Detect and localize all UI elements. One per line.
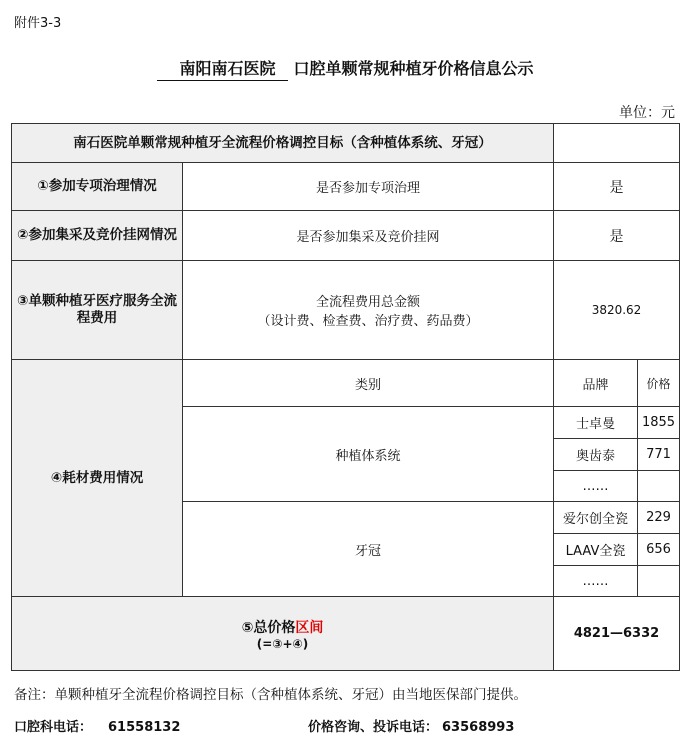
service-fee-total-label: 全流程费用总金额 [315, 295, 420, 310]
dept-phone-label: 口腔科电话： [14, 720, 93, 735]
complaint-phone-number: 63568993 [442, 720, 515, 735]
materials-col-category: 类别 [183, 360, 554, 407]
crown-brand: 爱尔创全瓷 [554, 502, 638, 534]
total-range-label: 区间 [295, 619, 324, 636]
row-value-service-fee: 3820.62 [554, 261, 680, 360]
implant-brand: 奥齿泰 [554, 439, 638, 471]
footnote: 备注：单颗种植牙全流程价格调控目标（含种植体系统、牙冠）由当地医保部门提供。 [14, 687, 527, 703]
total-value: 4821—6332 [554, 597, 680, 671]
implant-price: 1855 [638, 407, 680, 439]
implant-price: 771 [638, 439, 680, 471]
implant-brand: 士卓曼 [554, 407, 638, 439]
row-label-service-fee: ③单颗种植牙医疗服务全流程费用 [12, 261, 183, 360]
total-label: ⑤总价格 [241, 619, 296, 636]
table-header: 南石医院单颗常规种植牙全流程价格调控目标（含种植体系统、牙冠） [12, 124, 554, 163]
total-label-cell [12, 597, 554, 671]
implant-brand: …… [554, 471, 638, 502]
price-table [11, 123, 680, 671]
materials-col-price: 价格 [638, 360, 680, 407]
crown-price [638, 566, 680, 597]
title-text: 口腔单颗常规种植牙价格信息公示 [293, 59, 534, 78]
crown-price: 229 [638, 502, 680, 534]
row-item-special-governance: 是否参加专项治理 [183, 163, 554, 211]
crown-price: 656 [638, 534, 680, 566]
total-formula: (=③+④) [256, 636, 309, 651]
row-label-special-governance: ①参加专项治理情况 [12, 163, 183, 211]
row-value-centralized-procurement: 是 [554, 211, 680, 261]
row-label-centralized-procurement: ②参加集采及竞价挂网情况 [12, 211, 183, 261]
crown-category: 牙冠 [183, 502, 554, 597]
attachment-label: 附件3-3 [14, 16, 62, 31]
row-item-centralized-procurement: 是否参加集采及竞价挂网 [183, 211, 554, 261]
unit-label: 单位：元 [619, 105, 675, 121]
dept-contact [14, 716, 180, 735]
dept-phone-number: 61558132 [108, 720, 181, 735]
complaint-contact [308, 716, 514, 735]
row-value-special-governance: 是 [554, 163, 680, 211]
hospital-name: 南阳南石医院 [157, 56, 287, 81]
header-blank-cell [554, 124, 680, 163]
implant-price [638, 471, 680, 502]
row-label-materials: ④耗材费用情况 [12, 360, 183, 597]
row-item-service-fee [183, 261, 554, 360]
page-title [0, 56, 691, 81]
crown-brand: …… [554, 566, 638, 597]
materials-col-brand: 品牌 [554, 360, 638, 407]
crown-brand: LAAV全瓷 [554, 534, 638, 566]
complaint-phone-label: 价格咨询、投诉电话： [308, 720, 439, 735]
implant-category: 种植体系统 [183, 407, 554, 502]
service-fee-breakdown: （设计费、检查费、治疗费、药品费） [257, 314, 479, 329]
